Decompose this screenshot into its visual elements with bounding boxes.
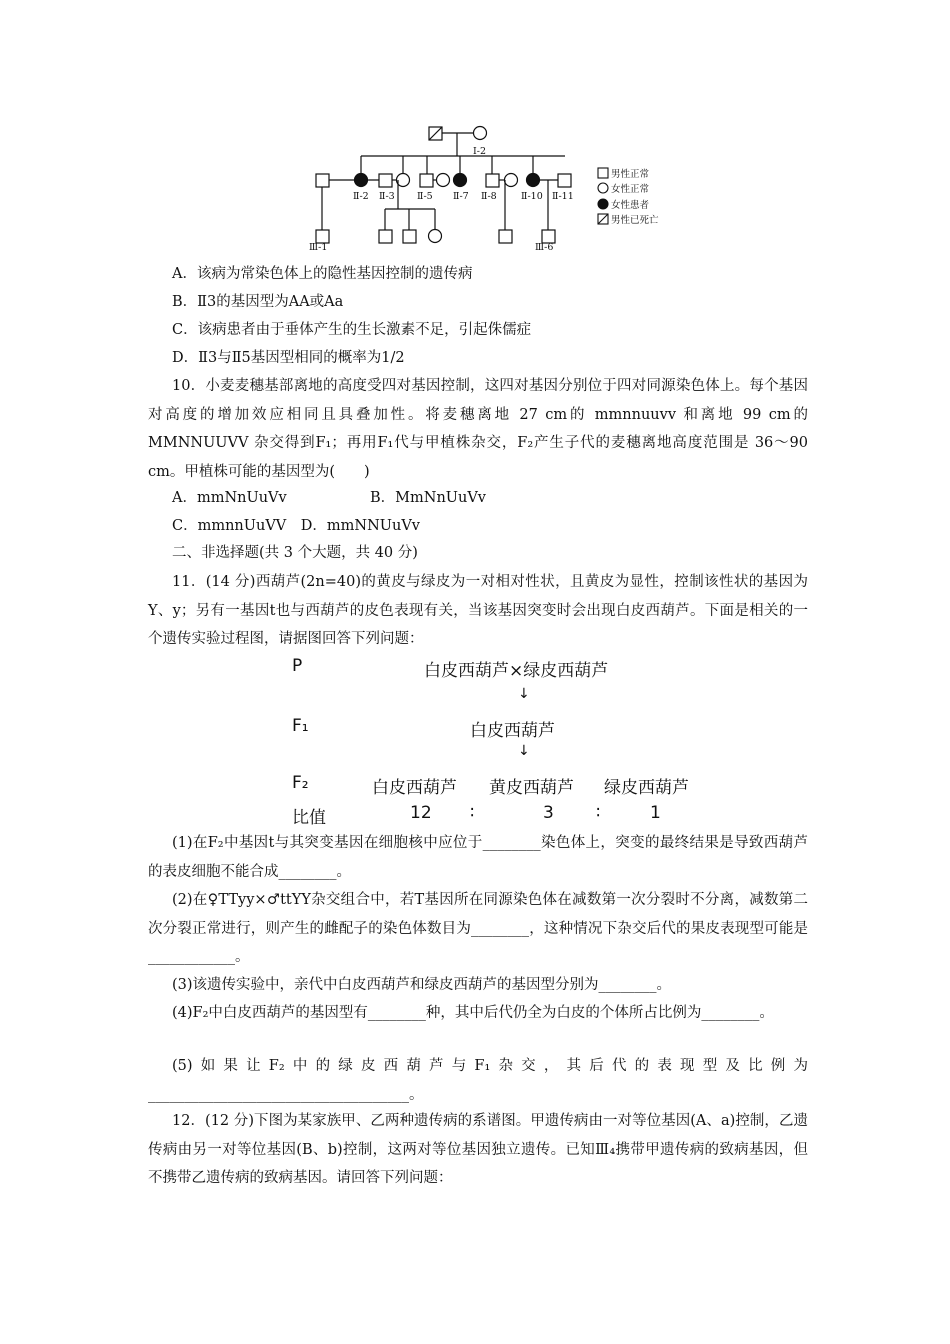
ii6-female bbox=[437, 174, 450, 187]
legend-female-affected-symbol bbox=[598, 199, 608, 209]
label-ii3: Ⅱ-3 bbox=[379, 191, 395, 202]
q9-option-d: D．Ⅱ3与Ⅱ5基因型相同的概率为1/2 bbox=[172, 350, 405, 366]
section-2-heading: 二、非选择题(共 3 个大题，共 40 分) bbox=[172, 545, 418, 561]
ii9-female bbox=[505, 174, 518, 187]
cross-f1: 白皮西葫芦 bbox=[470, 721, 555, 741]
ii2-affected-female bbox=[355, 174, 368, 187]
cross-p-label: P bbox=[292, 656, 303, 676]
label-iii6: Ⅲ-6 bbox=[535, 242, 554, 253]
cross-p-parents: 白皮西葫芦×绿皮西葫芦 bbox=[424, 661, 609, 681]
q11-part-3: (3)该遗传实验中，亲代中白皮西葫芦和绿皮西葫芦的基因型分别为________。 bbox=[172, 977, 672, 993]
arrow-1: ↓ bbox=[518, 686, 530, 702]
cross-ratio-label: 比值 bbox=[292, 808, 326, 828]
ratio-yellow: 3 bbox=[543, 803, 554, 823]
pedigree-chart bbox=[305, 122, 659, 256]
legend-male-deceased: 男性已死亡 bbox=[611, 215, 659, 226]
q11-part-4: (4)F₂中白皮西葫芦的基因型有________种，其中后代仍全为白皮的个体所占比例为________。 bbox=[172, 1005, 774, 1021]
label-ii5: Ⅱ-5 bbox=[417, 191, 433, 202]
ii3-male bbox=[379, 174, 392, 187]
label-ii8: Ⅱ-8 bbox=[481, 191, 497, 202]
ii1-male bbox=[316, 174, 329, 187]
label-iii1: Ⅲ-1 bbox=[309, 242, 328, 253]
ii8-male bbox=[486, 174, 499, 187]
cross-f1-label: F₁ bbox=[292, 716, 309, 736]
legend-female-affected: 女性患者 bbox=[611, 200, 650, 211]
ii5-male bbox=[420, 174, 433, 187]
ii10-affected-female bbox=[527, 174, 540, 187]
q11-part-2: (2)在♀TTyy×♂ttYY杂交组合中，若T基因所在同源染色体在减数第一次分裂时不分离，减数第二次分裂正常进行，则产生的雌配子的染色体数目为________，这种情况下杂交后代的果皮表现型可能是____________。 bbox=[148, 892, 808, 965]
ratio-colon-1: ∶ bbox=[470, 803, 475, 823]
q10-option-cd: C．mmnnUuVV D．mmNNUuVv bbox=[172, 518, 420, 534]
label-ii10: Ⅱ-10 bbox=[521, 191, 543, 202]
ii11-male bbox=[558, 174, 571, 187]
ratio-green: 1 bbox=[650, 803, 661, 823]
q11-part-1: (1)在F₂中基因t与其突变基因在细胞核中应位于________染色体上，突变的最终结果是导致西葫芦的表皮细胞不能合成________。 bbox=[148, 835, 808, 880]
iii2-male bbox=[379, 230, 392, 243]
q10-stem: 10．小麦麦穗基部离地的高度受四对基因控制，这四对基因分别位于四对同源染色体上。每个基因对高度的增加效应相同且具叠加性。将麦穗离地 27 cm的 mmnnuuvv 和离地 99 cm的 MMNNUUVV 杂交得到F₁；再用F₁代与甲植株杂交，F₂产生子代的麦穗离地高度范围是 36～90 cm。甲植株可能的基因型为( ) bbox=[148, 378, 808, 480]
iii4-female bbox=[429, 230, 442, 243]
i2-female bbox=[474, 127, 487, 140]
legend-female-normal: 女性正常 bbox=[611, 184, 650, 195]
iii3-male bbox=[403, 230, 416, 243]
ratio-colon-2: ∶ bbox=[596, 803, 601, 823]
cross-f2-green: 绿皮西葫芦 bbox=[604, 778, 689, 798]
q12-stem: 12．(12 分)下图为某家族甲、乙两种遗传病的系谱图。甲遗传病由一对等位基因(A、a)控制，乙遗传病由另一对等位基因(B、b)控制，这两对等位基因独立遗传。已知Ⅲ₄携带甲遗传病的致病基因，但不携带乙遗传病的致病基因。请回答下列问题： bbox=[148, 1113, 808, 1186]
label-ii7: Ⅱ-7 bbox=[453, 191, 469, 202]
ii7-affected-female bbox=[454, 174, 467, 187]
label-i2: Ⅰ-2 bbox=[473, 146, 487, 157]
pedigree-svg bbox=[305, 122, 659, 253]
q10-option-b: B．MmNnUuVv bbox=[370, 490, 486, 506]
q9-option-a: A．该病为常染色体上的隐性基因控制的遗传病 bbox=[172, 266, 473, 282]
ratio-white: 12 bbox=[410, 803, 432, 823]
cross-f2-yellow: 黄皮西葫芦 bbox=[489, 778, 574, 798]
cross-f2-label: F₂ bbox=[292, 773, 309, 793]
label-ii11: Ⅱ-11 bbox=[552, 191, 574, 202]
legend-female-normal-symbol bbox=[598, 183, 608, 193]
q11-part-5: (5)如果让F₂中的绿皮西葫芦与F₁杂交，其后代的表现型及比例为____________________________________。 bbox=[148, 1058, 808, 1103]
legend-male-normal-symbol bbox=[598, 168, 608, 178]
label-ii2: Ⅱ-2 bbox=[353, 191, 369, 202]
q9-option-c: C．该病患者由于垂体产生的生长激素不足，引起侏儒症 bbox=[172, 322, 532, 338]
q10-option-a: A．mmNnUuVv bbox=[172, 490, 287, 506]
q11-stem: 11．(14 分)西葫芦(2n=40)的黄皮与绿皮为一对相对性状，且黄皮为显性，控制该性状的基因为Y、y；另有一基因t也与西葫芦的皮色表现有关，当该基因突变时会出现白皮西葫芦。下面是相关的一个遗传实验过程图，请据图回答下列问题： bbox=[148, 574, 808, 647]
arrow-2: ↓ bbox=[518, 743, 530, 759]
cross-f2-white: 白皮西葫芦 bbox=[372, 778, 457, 798]
legend-male-normal: 男性正常 bbox=[611, 169, 650, 180]
q9-option-b: B．Ⅱ3的基因型为AA或Aa bbox=[172, 294, 344, 310]
iii5-male bbox=[499, 230, 512, 243]
